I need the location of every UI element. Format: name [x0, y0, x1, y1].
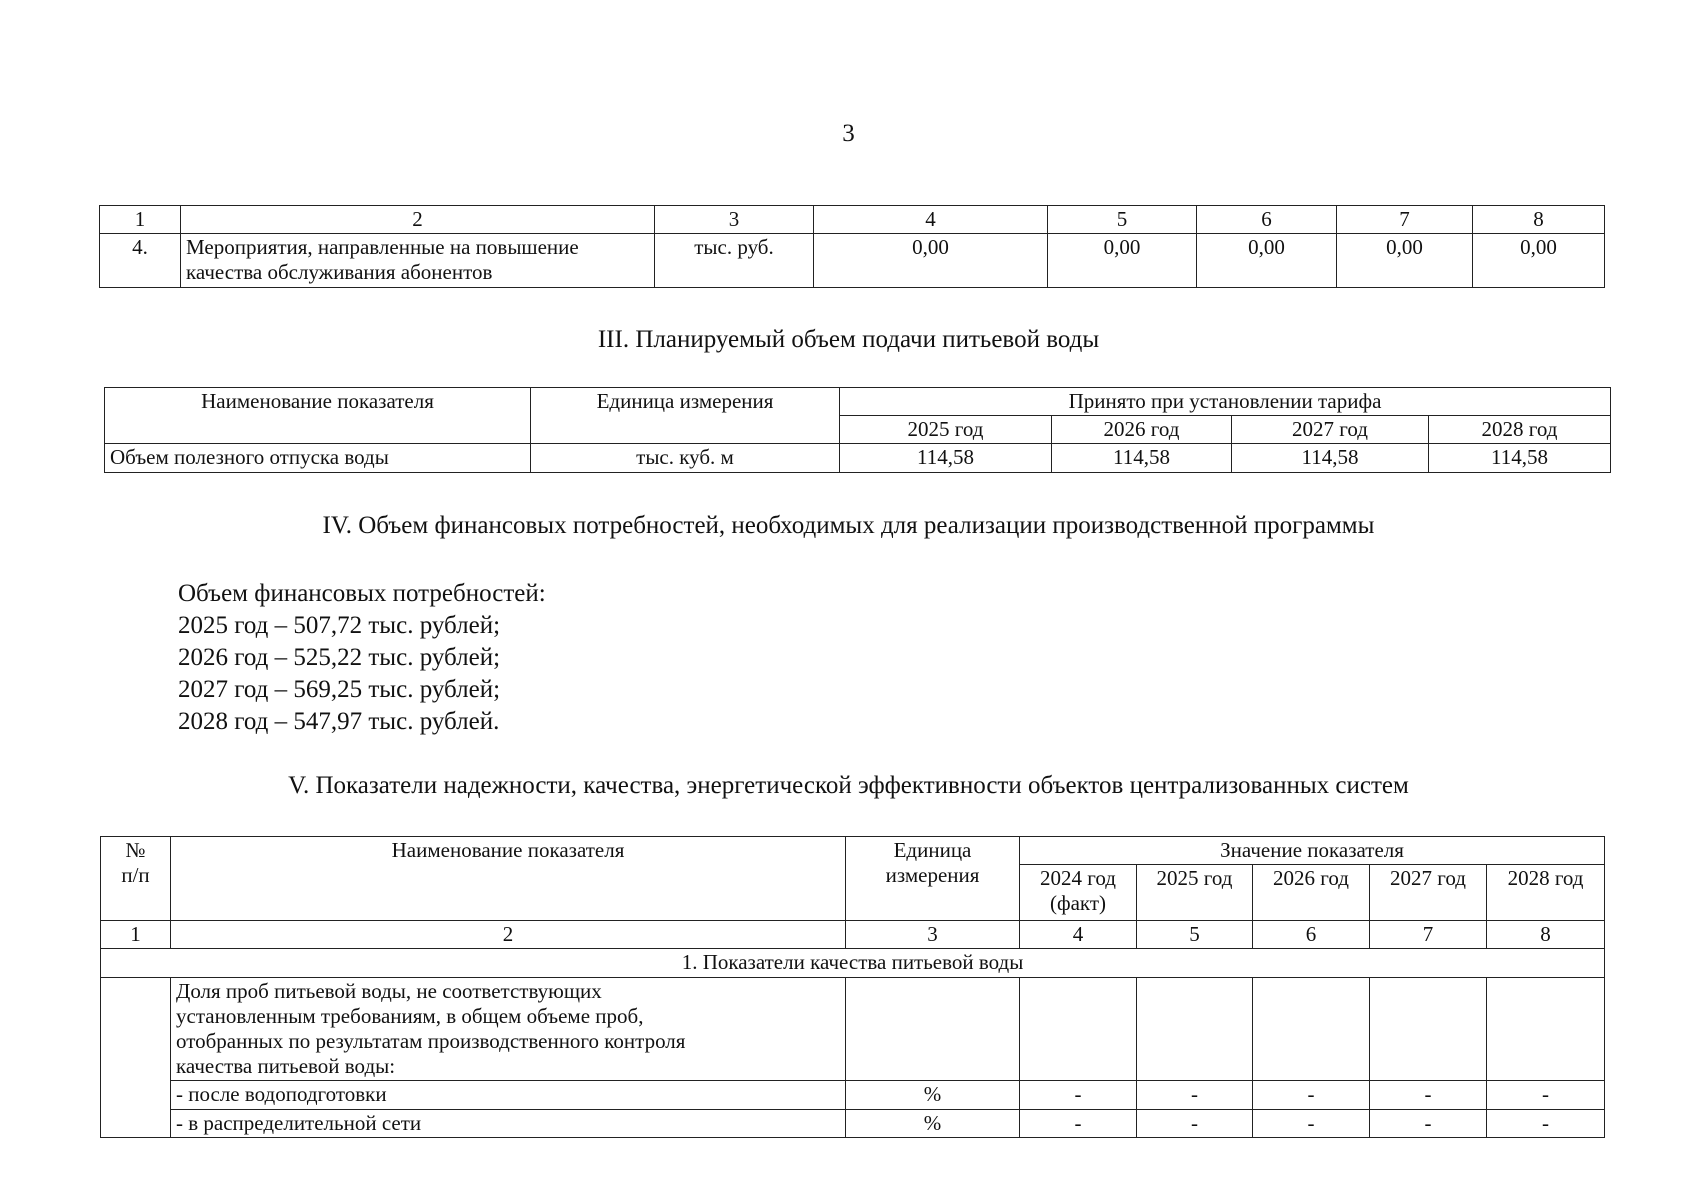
page-number: 3 — [842, 120, 855, 147]
table-row — [101, 977, 1605, 1081]
row-unit: тыс. куб. м — [531, 444, 840, 472]
row-value: - — [1370, 1109, 1487, 1137]
year-header: 2025 год — [1137, 865, 1253, 921]
subsection-title: 1. Показатели качества питьевой воды — [101, 949, 1605, 977]
water-supply-table — [104, 387, 1611, 473]
row-unit: % — [846, 1109, 1020, 1137]
header-cell: 1 — [100, 206, 181, 234]
col-num-line: п/п — [121, 863, 150, 888]
index-cell: 4 — [1020, 921, 1137, 949]
row-description — [171, 977, 846, 1081]
year-header: 2027 год — [1232, 416, 1429, 444]
col-group-header: Принято при установлении тарифа — [840, 388, 1611, 416]
table-index-row — [101, 921, 1605, 949]
row-name: - в распределительной сети — [171, 1109, 846, 1137]
row-value: - — [1020, 1109, 1137, 1137]
year-header: 2025 год — [840, 416, 1052, 444]
table-header-row — [101, 837, 1605, 865]
row-value: 0,00 — [1337, 234, 1473, 287]
header-cell: 4 — [814, 206, 1048, 234]
row-value — [1253, 977, 1370, 1081]
row-value: 0,00 — [1048, 234, 1197, 287]
row-unit: тыс. руб. — [655, 234, 814, 287]
financial-line: 2026 год – 525,22 тыс. рублей; — [178, 644, 501, 671]
year-header: 2027 год — [1370, 865, 1487, 921]
index-cell: 1 — [101, 921, 171, 949]
description-line: качества питьевой воды: — [176, 1054, 396, 1079]
row-value: - — [1137, 1109, 1253, 1137]
row-number: 4. — [100, 234, 181, 287]
col-unit-line: Единица — [893, 838, 972, 862]
section-3-title: III. Планируемый объем подачи питьевой воды — [597, 326, 1100, 353]
header-cell: 2 — [181, 206, 655, 234]
row-value: 114,58 — [1232, 444, 1429, 472]
row-value: 0,00 — [814, 234, 1048, 287]
col-unit-line: измерения — [885, 863, 980, 888]
col-group-header: Значение показателя — [1020, 837, 1605, 865]
row-value: - — [1253, 1109, 1370, 1137]
header-cell: 7 — [1337, 206, 1473, 234]
header-cell: 5 — [1048, 206, 1197, 234]
row-unit — [846, 977, 1020, 1081]
row-value: - — [1370, 1081, 1487, 1109]
row-value: - — [1253, 1081, 1370, 1109]
row-name: - после водоподготовки — [171, 1081, 846, 1109]
table-row — [100, 234, 1605, 287]
year-header-line: (факт) — [1049, 891, 1107, 916]
year-header: 2028 год — [1487, 865, 1605, 921]
table-header-row — [105, 388, 1611, 416]
table-row — [101, 1109, 1605, 1137]
row-name: Объем полезного отпуска воды — [105, 444, 531, 472]
indicators-table — [100, 836, 1605, 1138]
index-cell: 5 — [1137, 921, 1253, 949]
row-value — [1370, 977, 1487, 1081]
financial-line: Объем финансовых потребностей: — [178, 580, 546, 607]
index-cell: 2 — [171, 921, 846, 949]
financial-needs-block — [178, 578, 546, 738]
year-header: 2028 год — [1429, 416, 1611, 444]
year-header — [1020, 865, 1137, 921]
row-value: 0,00 — [1197, 234, 1337, 287]
index-cell: 8 — [1487, 921, 1605, 949]
col-name-header: Наименование показателя — [105, 388, 531, 444]
description-line: установленным требованиям, в общем объеме проб, — [176, 1003, 644, 1028]
col-num-header — [101, 837, 171, 921]
description-line: Доля проб питьевой воды, не соответствующих — [176, 978, 602, 1003]
header-cell: 8 — [1473, 206, 1605, 234]
row-name — [181, 234, 655, 287]
row-value: 114,58 — [840, 444, 1052, 472]
row-value: 114,58 — [1052, 444, 1232, 472]
section-4-title: IV. Объем финансовых потребностей, необходимых для реализации производственной программы — [322, 512, 1375, 539]
row-value: - — [1020, 1081, 1137, 1109]
row-value: - — [1487, 1109, 1605, 1137]
index-cell: 3 — [846, 921, 1020, 949]
row-value: - — [1487, 1081, 1605, 1109]
row-unit: % — [846, 1081, 1020, 1109]
row-value — [1020, 977, 1137, 1081]
row-name-line: качества обслуживания абонентов — [186, 260, 493, 285]
index-cell: 6 — [1253, 921, 1370, 949]
year-header: 2026 год — [1253, 865, 1370, 921]
row-value — [1137, 977, 1253, 1081]
row-value — [1487, 977, 1605, 1081]
table-row — [105, 444, 1611, 472]
index-cell: 7 — [1370, 921, 1487, 949]
row-value: 114,58 — [1429, 444, 1611, 472]
section-5-title: V. Показатели надежности, качества, энергетической эффективности объектов централизованных систем — [288, 772, 1409, 799]
row-value: - — [1137, 1081, 1253, 1109]
row-number — [101, 977, 171, 1137]
col-num-line: № — [125, 838, 146, 862]
table-row — [101, 1081, 1605, 1109]
financial-line: 2027 год – 569,25 тыс. рублей; — [178, 676, 501, 703]
table-continuation — [99, 205, 1605, 288]
header-cell: 3 — [655, 206, 814, 234]
table-header-row — [100, 206, 1605, 234]
subsection-row — [101, 949, 1605, 977]
row-value: 0,00 — [1473, 234, 1605, 287]
description-line: отобранных по результатам производственного контроля — [176, 1028, 686, 1053]
col-unit-header: Единица измерения — [531, 388, 840, 444]
financial-line: 2028 год – 547,97 тыс. рублей. — [178, 708, 500, 735]
col-name-header: Наименование показателя — [171, 837, 846, 921]
col-unit-header — [846, 837, 1020, 921]
year-header-line: 2024 год — [1040, 866, 1116, 891]
header-cell: 6 — [1197, 206, 1337, 234]
financial-line: 2025 год – 507,72 тыс. рублей; — [178, 612, 501, 639]
row-name-line: Мероприятия, направленные на повышение — [186, 235, 579, 260]
year-header: 2026 год — [1052, 416, 1232, 444]
